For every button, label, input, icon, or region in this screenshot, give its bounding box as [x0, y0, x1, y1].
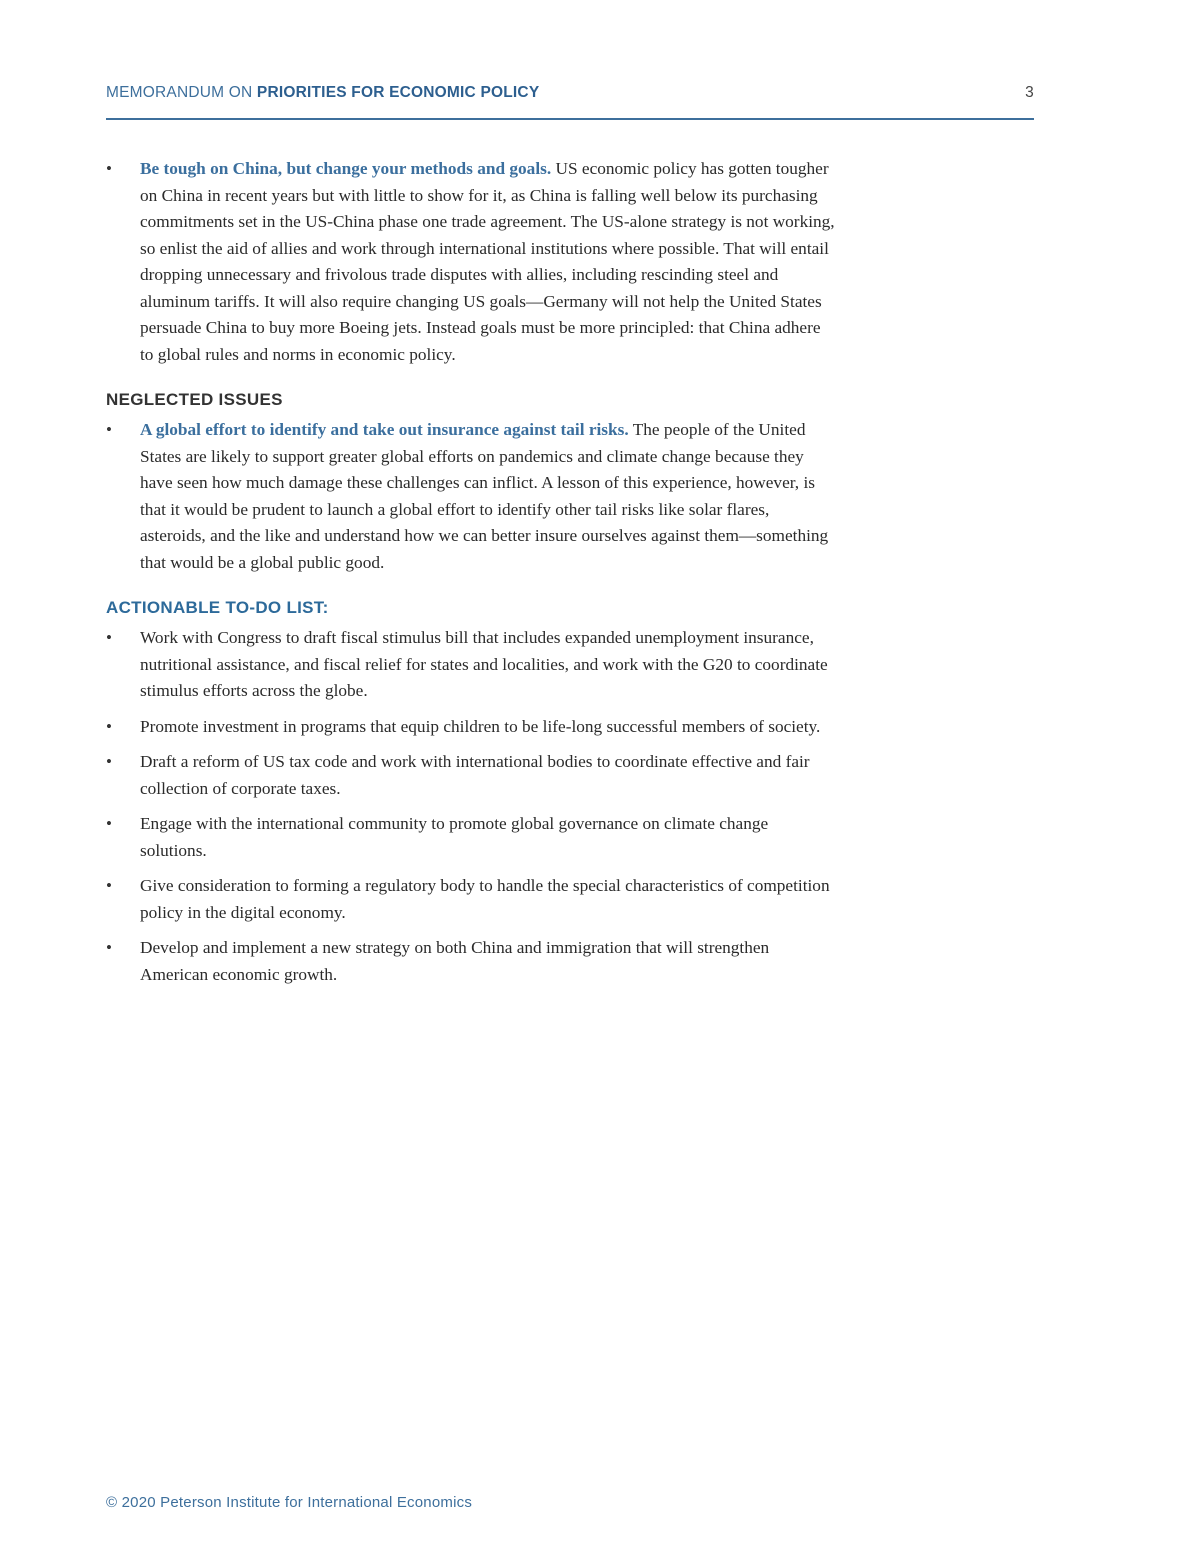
todo-item-text: Develop and implement a new strategy on both China and immigration that will strengthen American economic growth. — [140, 938, 770, 984]
memo-body — [106, 156, 836, 997]
page-header — [106, 84, 1034, 104]
header-prefix: MEMORANDUM ON — [106, 84, 253, 101]
bullet-icon: • — [106, 938, 112, 957]
tail-risk-lead: A global effort to identify and take out insurance against tail risks. — [140, 420, 629, 439]
todo-list — [106, 625, 836, 988]
bullet-icon: • — [106, 716, 112, 736]
bullet-icon: • — [106, 752, 112, 771]
todo-item — [106, 873, 836, 926]
header-divider — [106, 118, 1034, 120]
todo-item-text: Work with Congress to draft fiscal stimulus bill that includes expanded unemployment insurance, nutritional assistance, and fiscal relief for states and localities, and work with the G20 to coordinate stimulus efforts across the globe. — [140, 628, 828, 700]
bullet-icon: • — [106, 420, 112, 439]
bullet-icon: • — [106, 159, 112, 178]
todo-item-text: Promote investment in programs that equip children to be life-long successful members of society. — [140, 716, 821, 736]
tail-risk-text: The people of the United States are likely to support greater global efforts on pandemics and climate change because they have seen how much damage these challenges can inflict. A lesson of this experience, however, is that it would be prudent to launch a global effort to identify other tail risks like solar flares, asteroids, and the like and understand how we can better insure ourselves against them—something that would be a global public good. — [140, 420, 829, 572]
todo-item-text: Give consideration to forming a regulatory body to handle the special characteristics of competition policy in the digital economy. — [140, 876, 830, 922]
header-title: PRIORITIES FOR ECONOMIC POLICY — [256, 84, 540, 101]
page-number: 3 — [1025, 84, 1034, 101]
todo-item — [106, 714, 836, 741]
bullet-icon: • — [106, 876, 112, 895]
copyright-footer: © 2020 Peterson Institute for International Economics — [106, 1494, 473, 1511]
bullet-icon: • — [106, 814, 112, 833]
todo-item-text: Draft a reform of US tax code and work with international bodies to coordinate effective and fair collection of corporate taxes. — [140, 752, 810, 798]
todo-item — [106, 625, 836, 705]
todo-item-text: Engage with the international community to promote global governance on climate change solutions. — [140, 814, 769, 860]
china-item-text: US economic policy has gotten tougher on China in recent years but with little to show for it, as China is falling well below its purchasing commitments set in the US-China phase one trade agreement. The US-alone strategy is not working, so enlist the aid of allies and work through international institutions where possible. That will entail dropping unnecessary and frivolous trade disputes with allies, including rescinding steel and aluminum tariffs. It will also require changing US goals—Germany will not help the United States persuade China to buy more Boeing jets. Instead goals must be more principled: that China adhere to global rules and norms in economic policy. — [140, 159, 835, 364]
todo-item — [106, 935, 836, 988]
bullet-icon: • — [106, 628, 112, 647]
todo-item — [106, 749, 836, 802]
todo-item — [106, 811, 836, 864]
china-item-lead: Be tough on China, but change your methods and goals. — [140, 159, 552, 178]
china-policy-item — [106, 156, 836, 368]
todo-list-heading: ACTIONABLE TO-DO LIST: — [106, 598, 329, 617]
tail-risk-item — [106, 417, 836, 576]
neglected-issues-heading: NEGLECTED ISSUES — [106, 390, 283, 409]
